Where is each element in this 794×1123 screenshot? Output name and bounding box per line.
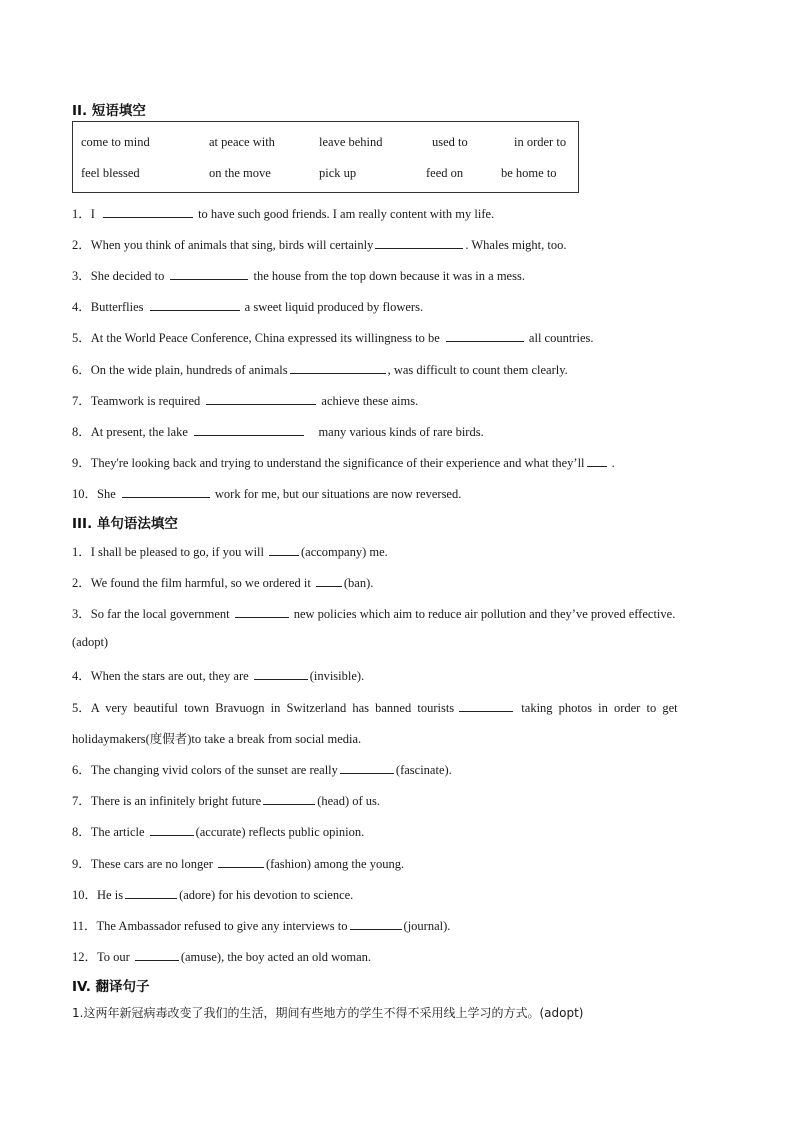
phrase-question-3: 3．She decided to the house from the top down because it was in a mess.: [72, 269, 525, 283]
phrase-item: feel blessed: [81, 166, 140, 180]
phrase-item: feed on: [426, 166, 464, 180]
answer-blank[interactable]: [269, 544, 299, 556]
grammar-question-11: 11．The Ambassador refused to give any interviews to (journal).: [72, 919, 451, 933]
answer-blank[interactable]: [340, 762, 394, 774]
grammar-question-12: 12．To our (amuse), the boy acted an old woman.: [72, 950, 372, 964]
answer-blank[interactable]: [206, 393, 316, 405]
answer-blank[interactable]: [150, 824, 194, 836]
phrase-bank-box: [72, 121, 579, 193]
phrase-question-6: 6．On the wide plain, hundreds of animals , was difficult to count them clearly.: [72, 363, 568, 377]
phrase-item: on the move: [209, 166, 271, 180]
phrase-item: pick up: [319, 166, 357, 180]
phrase-question-4: 4．Butterflies a sweet liquid produced by flowers.: [72, 300, 424, 314]
section-heading-grammar: III. 单句语法填空: [72, 516, 178, 532]
answer-blank[interactable]: [254, 668, 308, 680]
answer-blank[interactable]: [135, 949, 179, 961]
grammar-question-10: 10．He is (adore) for his devotion to science.: [72, 888, 354, 902]
answer-blank[interactable]: [194, 424, 304, 436]
answer-blank[interactable]: [459, 700, 513, 712]
grammar-question-2: 2．We found the film harmful, so we ordered it (ban).: [72, 576, 374, 590]
phrase-item: at peace with: [209, 135, 275, 149]
grammar-question-5-cont: holidaymakers(度假者)to take a break from social media.: [72, 732, 362, 746]
answer-blank[interactable]: [150, 299, 240, 311]
phrase-question-7: 7．Teamwork is required achieve these aims.: [72, 394, 419, 408]
phrase-question-10: 10．She work for me, but our situations are now reversed.: [72, 487, 462, 501]
grammar-question-3: 3．So far the local government new policies which aim to reduce air pollution and they’ve proved effective.: [72, 607, 676, 621]
phrase-question-1: 1．I to have such good friends. I am really content with my life.: [72, 207, 495, 221]
phrase-question-9: 9．They're looking back and trying to understand the significance of their experience and what they’ll .: [72, 456, 615, 470]
section-heading-translation: IV. 翻译句子: [72, 979, 150, 995]
answer-blank[interactable]: [263, 793, 315, 805]
grammar-question-3-cont: (adopt): [72, 635, 109, 649]
grammar-question-1: 1．I shall be pleased to go, if you will (accompany) me.: [72, 545, 388, 559]
answer-blank[interactable]: [290, 362, 386, 374]
phrase-item: used to: [432, 135, 468, 149]
grammar-question-7: 7．There is an infinitely bright future (head) of us.: [72, 794, 381, 808]
phrase-item: be home to: [501, 166, 557, 180]
answer-blank[interactable]: [587, 455, 607, 467]
answer-blank[interactable]: [122, 486, 210, 498]
section-heading-phrases: II. 短语填空: [72, 103, 146, 119]
grammar-question-8: 8．The article (accurate) reflects public opinion.: [72, 825, 365, 839]
answer-blank[interactable]: [103, 206, 193, 218]
answer-blank[interactable]: [218, 856, 264, 868]
answer-blank[interactable]: [316, 575, 342, 587]
grammar-question-9: 9．These cars are no longer (fashion) among the young.: [72, 857, 405, 871]
phrase-item: in order to: [514, 135, 567, 149]
phrase-item: come to mind: [81, 135, 150, 149]
translation-question-1: 1.这两年新冠病毒改变了我们的生活，期间有些地方的学生不得不采用线上学习的方式。(adopt): [72, 1006, 584, 1020]
phrase-item: leave behind: [319, 135, 383, 149]
grammar-question-4: 4．When the stars are out, they are (invisible).: [72, 669, 365, 683]
phrase-question-8: 8．At present, the lake many various kinds of rare birds.: [72, 425, 484, 439]
answer-blank[interactable]: [235, 606, 289, 618]
answer-blank[interactable]: [350, 918, 402, 930]
phrase-question-2: 2．When you think of animals that sing, birds will certainly . Whales might, too.: [72, 238, 567, 252]
phrase-question-5: 5．At the World Peace Conference, China expressed its willingness to be all countries.: [72, 331, 594, 345]
answer-blank[interactable]: [446, 330, 524, 342]
grammar-question-5: 5．A very beautiful town Bravuogn in Switzerland has banned tourists taking photos in order to get: [72, 701, 678, 715]
answer-blank[interactable]: [170, 268, 248, 280]
grammar-question-6: 6．The changing vivid colors of the sunset are really (fascinate).: [72, 763, 452, 777]
answer-blank[interactable]: [375, 237, 463, 249]
answer-blank[interactable]: [125, 887, 177, 899]
